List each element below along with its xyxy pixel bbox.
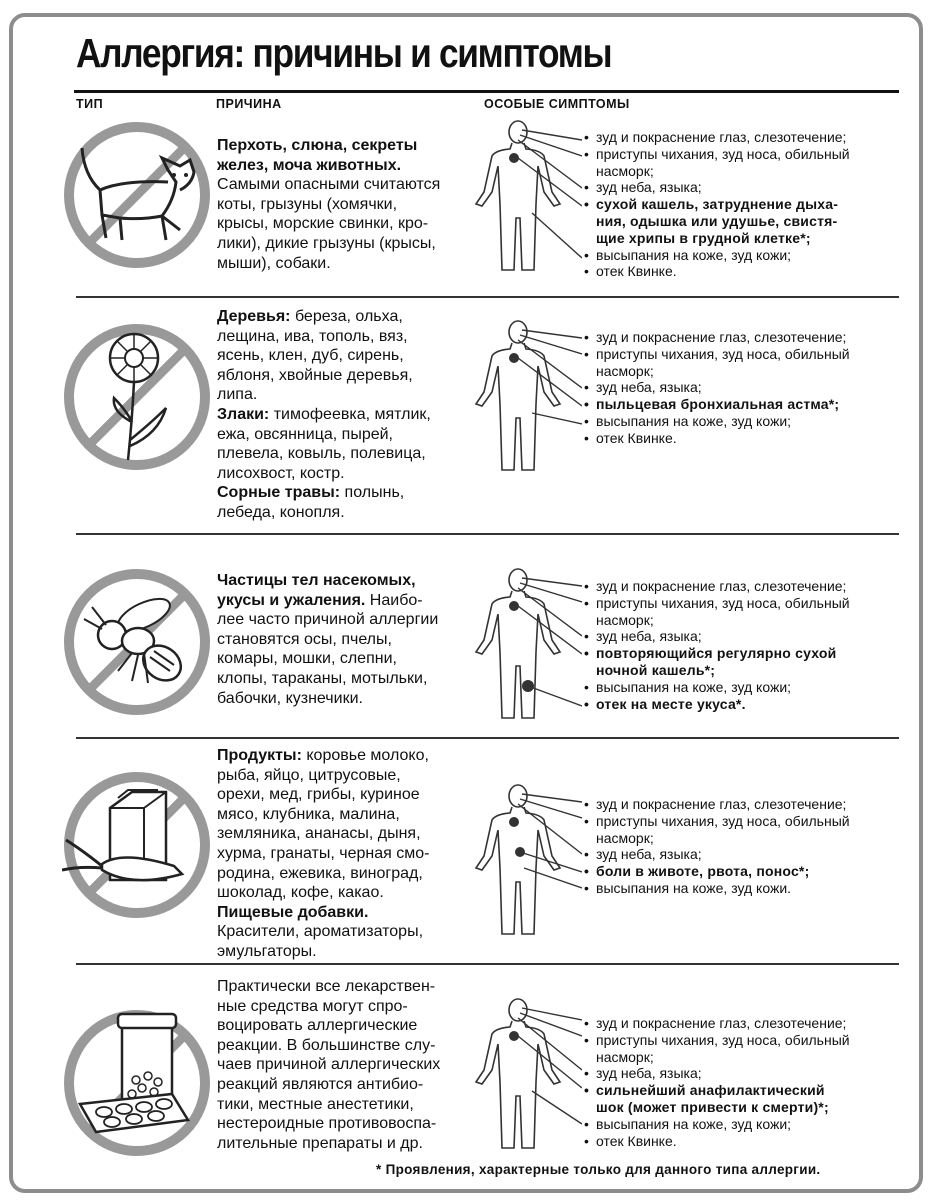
cause-bold-text: Перхоть, слюна, секреты <box>217 137 418 154</box>
cause-text-segment: мыши), собаки. <box>217 254 331 272</box>
cause-text-segment: тимофеевка, мятлик, <box>269 405 431 423</box>
human-body-icon <box>462 318 582 478</box>
symptom-line: • приступы чихания, зуд носа, обильный <box>596 812 850 829</box>
cause-bold-text: Деревья: <box>217 308 291 325</box>
cause-line <box>217 214 479 234</box>
cause-text-segment: ные средства могут спро- <box>217 997 408 1015</box>
cause-line <box>217 844 479 864</box>
symptom-line: • высыпания на коже, зуд кожи; <box>596 246 792 263</box>
symptom-item <box>584 813 896 847</box>
cause-line <box>217 591 479 611</box>
cause-bold-text: Частицы тел насекомых, <box>217 572 416 589</box>
cause-text-segment: лики), дикие грызуны (крысы, <box>217 234 436 252</box>
cause-text-segment: коровье молоко, <box>301 747 429 764</box>
cause-line <box>217 1055 479 1075</box>
cause-text-segment: тики, местные анестетики, <box>217 1095 414 1113</box>
cause-bold-text: укусы и ужаления. <box>217 591 366 609</box>
symptom-item <box>584 863 896 880</box>
symptom-line: • зуд неба, языка; <box>596 628 702 645</box>
cause-text <box>217 571 479 708</box>
cause-line <box>217 864 479 884</box>
footnote: * Проявления, характерные только для данного типа аллергии. <box>376 1162 821 1177</box>
symptom-line: • зуд и покраснение глаз, слезотечение; <box>596 1015 847 1031</box>
symptom-item <box>584 379 896 396</box>
cause-text-segment: комары, мошки, слепни, <box>217 650 397 668</box>
symptom-line: • сильнейший анафилактический <box>596 1082 825 1099</box>
symptom-line: шок (может привести к смерти)*; <box>596 1098 829 1115</box>
cause-text <box>217 977 479 1153</box>
cause-text-segment: нестероидные противовоспа- <box>217 1115 437 1133</box>
cause-line <box>217 630 479 650</box>
cause-text-segment: коты, грызуны (хомячки, <box>217 195 398 213</box>
cause-line <box>217 327 479 347</box>
cause-line <box>217 824 479 844</box>
title-rule <box>74 90 899 93</box>
cause-line <box>217 571 479 591</box>
cause-line <box>217 425 479 445</box>
symptom-line: • зуд неба, языка; <box>596 846 702 863</box>
symptom-line: • высыпания на коже, зуд кожи; <box>596 678 792 695</box>
symptom-line: • зуд и покраснение глаз, слезотечение; <box>596 578 847 594</box>
column-header-type: ТИП <box>76 97 104 111</box>
symptom-line: щие хрипы в грудной клетке*; <box>596 229 811 246</box>
cause-text-segment: ежа, овсянница, пырей, <box>217 425 393 443</box>
cause-line <box>217 254 479 274</box>
cause-text-segment: ясень, клен, дуб, сирень, <box>217 347 404 365</box>
symptom-line: насморк; <box>596 611 654 628</box>
cause-text-segment: хурма, гранаты, черная смо- <box>217 844 430 862</box>
symptom-item <box>584 247 896 264</box>
cause-text-segment: лее часто причиной аллергии <box>217 611 439 629</box>
cause-text-segment: эмульгаторы. <box>217 942 317 960</box>
symptom-line: • высыпания на коже, зуд кожи. <box>596 879 792 896</box>
symptom-item <box>584 1116 896 1133</box>
cause-text <box>217 136 479 273</box>
cause-text-segment: береза, ольха, <box>290 308 403 325</box>
cause-text-segment: воцировать аллергические <box>217 1017 418 1035</box>
pills-icon <box>62 1008 212 1158</box>
cause-line <box>217 307 479 327</box>
column-header-symptoms: ОСОБЫЕ СИМПТОМЫ <box>484 97 630 111</box>
human-body-icon <box>462 566 582 726</box>
symptom-item <box>584 263 896 280</box>
symptom-item <box>584 146 896 180</box>
bee-icon <box>62 567 212 717</box>
cause-text-segment: мясо, клубника, малина, <box>217 805 400 823</box>
cause-line <box>217 444 479 464</box>
row-divider <box>76 737 899 739</box>
cause-bold-text: Продукты: <box>217 747 302 764</box>
human-body-icon <box>462 782 582 942</box>
cause-line <box>217 649 479 669</box>
symptom-line: • зуд неба, языка; <box>596 179 702 196</box>
cause-text-segment: реакции. В большинстве слу- <box>217 1036 436 1054</box>
cause-line <box>217 689 479 709</box>
symptom-line: • зуд неба, языка; <box>596 379 702 396</box>
cause-line <box>217 977 479 997</box>
symptom-line: насморк; <box>596 362 654 379</box>
row-divider <box>76 533 899 535</box>
symptom-line: • приступы чихания, зуд носа, обильный <box>596 145 850 162</box>
symptom-line: • боли в животе, рвота, понос*; <box>596 863 810 880</box>
cause-line <box>217 405 479 425</box>
cause-text-segment: яблоня, хвойные деревья, <box>217 366 413 384</box>
symptom-line: • зуд и покраснение глаз, слезотечение; <box>596 329 847 345</box>
symptom-line: насморк; <box>596 162 654 179</box>
cause-line <box>217 997 479 1017</box>
symptom-item <box>584 346 896 380</box>
symptom-item <box>584 595 896 629</box>
symptom-item <box>584 1015 896 1032</box>
symptom-line: • отек Квинке. <box>596 429 677 446</box>
cause-line <box>217 785 479 805</box>
symptom-line: • сухой кашель, затруднение дыха- <box>596 196 839 213</box>
cause-line <box>217 610 479 630</box>
cause-text <box>217 746 479 962</box>
symptom-line: • зуд и покраснение глаз, слезотечение; <box>596 796 847 812</box>
cat-icon <box>62 120 212 270</box>
cause-text-segment: чаев причиной аллергических <box>217 1056 441 1074</box>
symptom-item <box>584 1133 896 1150</box>
symptom-line: • высыпания на коже, зуд кожи; <box>596 412 792 429</box>
symptom-list <box>584 329 896 447</box>
cause-text-segment: родина, ежевика, виноград, <box>217 864 423 882</box>
symptom-list <box>584 129 896 280</box>
cause-line <box>217 195 479 215</box>
symptom-line: • пыльцевая бронхиальная астма*; <box>596 396 840 413</box>
symptom-item <box>584 396 896 413</box>
cause-text-segment: лещина, ива, тополь, вяз, <box>217 327 408 345</box>
symptom-item <box>584 578 896 595</box>
cause-line <box>217 175 479 195</box>
symptom-item <box>584 1032 896 1066</box>
symptom-list <box>584 578 896 712</box>
cause-line <box>217 1114 479 1134</box>
page-title: Аллергия: причины и симптомы <box>76 30 612 76</box>
food-icon <box>62 770 212 920</box>
cause-line <box>217 669 479 689</box>
cause-line <box>217 903 479 923</box>
column-header-cause: ПРИЧИНА <box>216 97 282 111</box>
cause-text-segment: липа. <box>217 386 258 404</box>
symptom-item <box>584 696 896 713</box>
cause-text-segment: крысы, морские свинки, кро- <box>217 215 429 233</box>
symptom-item <box>584 846 896 863</box>
symptom-list <box>584 796 896 897</box>
symptom-item <box>584 329 896 346</box>
human-body-icon <box>462 118 582 278</box>
cause-text-segment: рыба, яйцо, цитрусовые, <box>217 766 401 784</box>
cause-text-segment: орехи, мед, грибы, куриное <box>217 786 420 804</box>
cause-text-segment: бабочки, кузнечики. <box>217 689 363 707</box>
symptom-item <box>584 196 896 246</box>
symptom-item <box>584 880 896 897</box>
symptom-line: ния, одышка или удушье, свистя- <box>596 212 838 229</box>
cause-line <box>217 483 479 503</box>
symptom-line: • отек Квинке. <box>596 263 677 280</box>
symptom-item <box>584 1065 896 1082</box>
cause-line <box>217 883 479 903</box>
symptom-item <box>584 129 896 146</box>
cause-text-segment: становятся осы, пчелы, <box>217 630 392 648</box>
cause-bold-text: Сорные травы: <box>217 484 341 502</box>
row-divider <box>76 296 899 298</box>
cause-line <box>217 1134 479 1154</box>
symptom-item <box>584 413 896 430</box>
symptom-line: • высыпания на коже, зуд кожи; <box>596 1115 792 1132</box>
cause-text-segment: шоколад, кофе, какао. <box>217 884 384 902</box>
cause-line <box>217 156 479 176</box>
cause-text-segment: плевела, ковыль, полевица, <box>217 445 426 463</box>
symptom-line: • повторяющийся регулярно сухой <box>596 645 837 662</box>
cause-line <box>217 766 479 786</box>
symptom-item <box>584 645 896 679</box>
cause-line <box>217 234 479 254</box>
cause-bold-text: Пищевые добавки. <box>217 903 369 921</box>
cause-text <box>217 307 479 523</box>
cause-text-segment: клопы, тараканы, мотыльки, <box>217 669 428 687</box>
cause-text-segment: полынь, <box>340 484 405 502</box>
cause-line <box>217 942 479 962</box>
symptom-item <box>584 1082 896 1116</box>
cause-line <box>217 805 479 825</box>
symptom-line: насморк; <box>596 1048 654 1065</box>
cause-line <box>217 385 479 405</box>
symptom-item <box>584 796 896 813</box>
cause-text-segment: Наибо- <box>365 591 423 609</box>
cause-line <box>217 1075 479 1095</box>
row-divider <box>76 963 899 965</box>
symptom-line: • отек на месте укуса*. <box>596 695 746 712</box>
cause-line <box>217 366 479 386</box>
human-body-icon <box>462 996 582 1156</box>
cause-text-segment: реакций являются антибио- <box>217 1075 424 1093</box>
cause-line <box>217 1095 479 1115</box>
cause-text-segment: Самыми опасными считаются <box>217 176 441 194</box>
cause-line <box>217 1036 479 1056</box>
symptom-line: • приступы чихания, зуд носа, обильный <box>596 345 850 362</box>
symptom-line: • зуд и покраснение глаз, слезотечение; <box>596 129 847 145</box>
symptom-item <box>584 430 896 447</box>
cause-text-segment: лительные препараты и др. <box>217 1134 423 1152</box>
symptom-line: • приступы чихания, зуд носа, обильный <box>596 1031 850 1048</box>
cause-text-segment: Практически все лекарствен- <box>217 978 436 995</box>
cause-line <box>217 346 479 366</box>
symptom-item <box>584 179 896 196</box>
cause-text-segment: лебеда, конопля. <box>217 503 345 521</box>
cause-text-segment: земляника, ананасы, дыня, <box>217 825 421 843</box>
cause-text-segment: лисохвост, костр. <box>217 464 345 482</box>
symptom-line: • приступы чихания, зуд носа, обильный <box>596 594 850 611</box>
cause-bold-text: желез, моча животных. <box>217 156 402 174</box>
cause-line <box>217 1016 479 1036</box>
cause-line <box>217 746 479 766</box>
cause-line <box>217 922 479 942</box>
cause-line <box>217 136 479 156</box>
symptom-item <box>584 628 896 645</box>
flower-icon <box>62 322 212 472</box>
symptom-line: • зуд неба, языка; <box>596 1065 702 1082</box>
symptom-line: насморк; <box>596 829 654 846</box>
cause-line <box>217 464 479 484</box>
symptom-list <box>584 1015 896 1149</box>
cause-bold-text: Злаки: <box>217 405 270 423</box>
symptom-line: • отек Квинке. <box>596 1132 677 1149</box>
symptom-item <box>584 679 896 696</box>
symptom-line: ночной кашель*; <box>596 661 716 678</box>
cause-line <box>217 503 479 523</box>
cause-text-segment: Красители, ароматизаторы, <box>217 923 424 941</box>
